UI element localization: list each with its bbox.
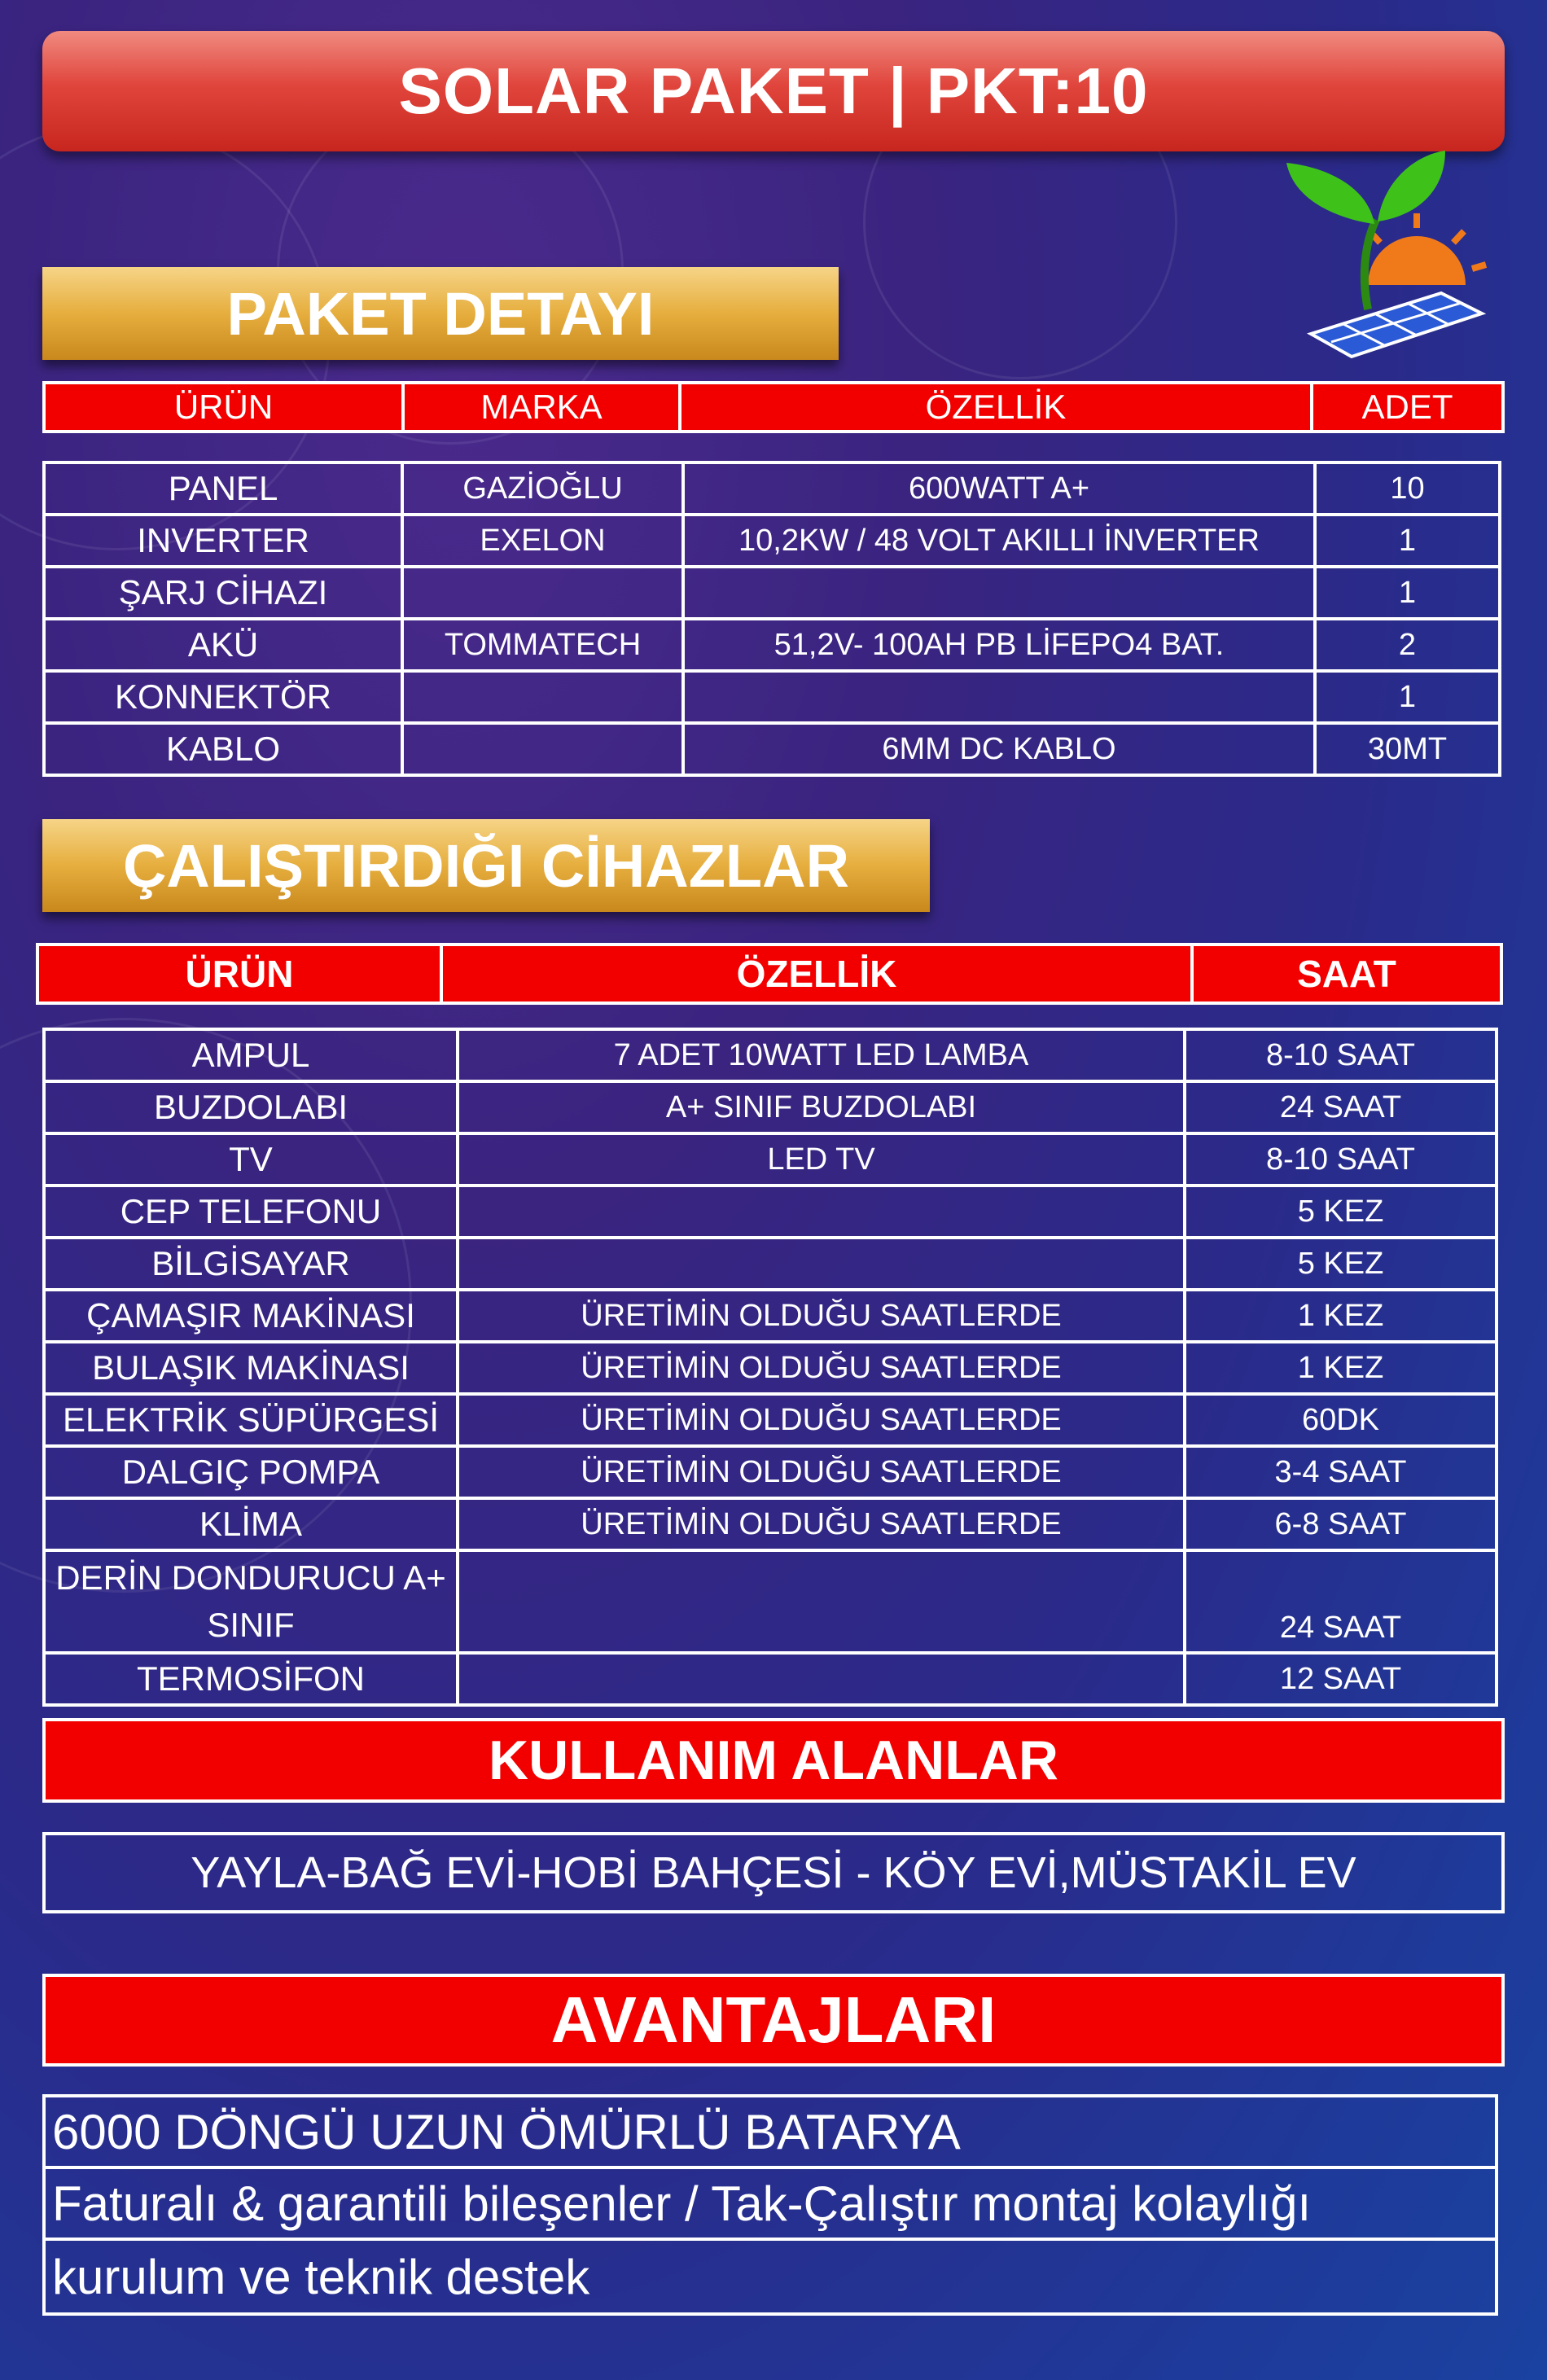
table-row xyxy=(44,1342,1497,1394)
avantajlar-box xyxy=(42,2094,1498,2316)
cell-urun: ELEKTRİK SÜPÜRGESİ xyxy=(44,1394,458,1446)
cell-marka xyxy=(402,671,683,723)
section-heading-kullanim: KULLANIM ALANLAR xyxy=(42,1718,1505,1803)
cell-urun: ŞARJ CİHAZI xyxy=(44,567,402,619)
cell-saat: 1 KEZ xyxy=(1185,1290,1497,1342)
cihaz-table xyxy=(42,1028,1498,1707)
cell-ozellik xyxy=(458,1186,1185,1238)
cell-saat: 24 SAAT xyxy=(1185,1081,1497,1133)
solar-plant-logo xyxy=(1278,147,1490,366)
cell-marka: GAZİOĞLU xyxy=(402,462,683,515)
sun-icon xyxy=(1368,213,1486,285)
cell-ozellik xyxy=(683,567,1315,619)
cell-ozellik: A+ SINIF BUZDOLABI xyxy=(458,1081,1185,1133)
cell-urun: PANEL xyxy=(44,462,402,515)
table-row xyxy=(44,567,1500,619)
cell-saat: 24 SAAT xyxy=(1185,1550,1497,1653)
section-heading-paket-detayi: PAKET DETAYI xyxy=(42,267,839,360)
cell-ozellik xyxy=(458,1550,1185,1653)
table-row xyxy=(44,1446,1497,1498)
table-row xyxy=(44,619,1500,671)
table-row xyxy=(44,1238,1497,1290)
cell-ozellik: ÜRETİMİN OLDUĞU SAATLERDE xyxy=(458,1290,1185,1342)
paket-table-header xyxy=(42,381,1505,433)
cell-ozellik: 7 ADET 10WATT LED LAMBA xyxy=(458,1029,1185,1081)
cell-urun: TV xyxy=(44,1133,458,1186)
cell-adet: 1 xyxy=(1315,515,1500,567)
table-row xyxy=(44,1498,1497,1550)
table-row xyxy=(44,1394,1497,1446)
cell-adet: 1 xyxy=(1315,671,1500,723)
cell-adet: 1 xyxy=(1315,567,1500,619)
solar-panel-icon xyxy=(1311,293,1482,357)
kullanim-box xyxy=(42,1832,1505,1913)
cell-ozellik: 51,2V- 100AH PB LİFEPO4 BAT. xyxy=(683,619,1315,671)
table-row xyxy=(44,1186,1497,1238)
avantaj-line: Faturalı & garantili bileşenler / Tak-Çalıştır montaj kolaylığı xyxy=(46,2169,1495,2241)
header-urun: ÜRÜN xyxy=(36,943,443,1005)
table-row xyxy=(44,723,1500,775)
cell-ozellik xyxy=(458,1653,1185,1705)
avantaj-line: 6000 DÖNGÜ UZUN ÖMÜRLÜ BATARYA xyxy=(46,2097,1495,2169)
cell-adet: 2 xyxy=(1315,619,1500,671)
cell-saat: 5 KEZ xyxy=(1185,1186,1497,1238)
kullanim-text: YAYLA-BAĞ EVİ-HOBİ BAHÇESİ - KÖY EVİ,MÜSTAKİL EV xyxy=(191,1848,1356,1897)
table-row xyxy=(44,1290,1497,1342)
table-row xyxy=(44,462,1500,515)
paket-table xyxy=(42,461,1501,777)
table-row xyxy=(44,1133,1497,1186)
cell-ozellik: 6MM DC KABLO xyxy=(683,723,1315,775)
table-row xyxy=(44,1029,1497,1081)
header-adet: ADET xyxy=(1313,381,1505,433)
cell-ozellik: ÜRETİMİN OLDUĞU SAATLERDE xyxy=(458,1498,1185,1550)
cell-ozellik: ÜRETİMİN OLDUĞU SAATLERDE xyxy=(458,1394,1185,1446)
cell-marka xyxy=(402,723,683,775)
cell-saat: 60DK xyxy=(1185,1394,1497,1446)
cell-saat: 12 SAAT xyxy=(1185,1653,1497,1705)
header-urun: ÜRÜN xyxy=(42,381,405,433)
cell-marka: TOMMATECH xyxy=(402,619,683,671)
cell-urun: AKÜ xyxy=(44,619,402,671)
cell-ozellik xyxy=(683,671,1315,723)
cell-marka xyxy=(402,567,683,619)
cell-adet: 10 xyxy=(1315,462,1500,515)
table-row xyxy=(44,1081,1497,1133)
cell-ozellik xyxy=(458,1238,1185,1290)
cell-urun: TERMOSİFON xyxy=(44,1653,458,1705)
cell-saat: 8-10 SAAT xyxy=(1185,1133,1497,1186)
cell-saat: 5 KEZ xyxy=(1185,1238,1497,1290)
cell-saat: 1 KEZ xyxy=(1185,1342,1497,1394)
cell-ozellik: ÜRETİMİN OLDUĞU SAATLERDE xyxy=(458,1342,1185,1394)
cell-saat: 3-4 SAAT xyxy=(1185,1446,1497,1498)
cell-urun: ÇAMAŞIR MAKİNASI xyxy=(44,1290,458,1342)
cell-ozellik: 600WATT A+ xyxy=(683,462,1315,515)
header-ozellik: ÖZELLİK xyxy=(681,381,1313,433)
cell-urun: INVERTER xyxy=(44,515,402,567)
cell-marka: EXELON xyxy=(402,515,683,567)
table-row xyxy=(44,1653,1497,1705)
cell-urun: KONNEKTÖR xyxy=(44,671,402,723)
cell-urun: BİLGİSAYAR xyxy=(44,1238,458,1290)
cell-urun: KABLO xyxy=(44,723,402,775)
header-saat: SAAT xyxy=(1194,943,1503,1005)
cell-urun: AMPUL xyxy=(44,1029,458,1081)
page-title: SOLAR PAKET | PKT:10 xyxy=(42,31,1505,151)
table-row xyxy=(44,1550,1497,1653)
cell-ozellik: 10,2KW / 48 VOLT AKILLI İNVERTER xyxy=(683,515,1315,567)
cell-urun: BULAŞIK MAKİNASI xyxy=(44,1342,458,1394)
cell-urun: CEP TELEFONU xyxy=(44,1186,458,1238)
section-heading-avantajlar: AVANTAJLARI xyxy=(42,1974,1505,2067)
avantaj-line: kurulum ve teknik destek xyxy=(52,2249,590,2304)
table-row xyxy=(44,671,1500,723)
cell-ozellik: LED TV xyxy=(458,1133,1185,1186)
cell-urun: KLİMA xyxy=(44,1498,458,1550)
leaf-icon xyxy=(1286,151,1445,309)
cell-saat: 6-8 SAAT xyxy=(1185,1498,1497,1550)
cell-adet: 30MT xyxy=(1315,723,1500,775)
section-heading-cihazlar: ÇALIŞTIRDIĞI CİHAZLAR xyxy=(42,819,930,912)
cihaz-table-header xyxy=(36,943,1503,1005)
cell-urun: BUZDOLABI xyxy=(44,1081,458,1133)
cell-ozellik: ÜRETİMİN OLDUĞU SAATLERDE xyxy=(458,1446,1185,1498)
table-row xyxy=(44,515,1500,567)
cell-urun: DALGIÇ POMPA xyxy=(44,1446,458,1498)
cell-urun: DERİN DONDURUCU A+ SINIF xyxy=(44,1550,458,1653)
cell-saat: 8-10 SAAT xyxy=(1185,1029,1497,1081)
header-ozellik: ÖZELLİK xyxy=(443,943,1194,1005)
header-marka: MARKA xyxy=(405,381,681,433)
